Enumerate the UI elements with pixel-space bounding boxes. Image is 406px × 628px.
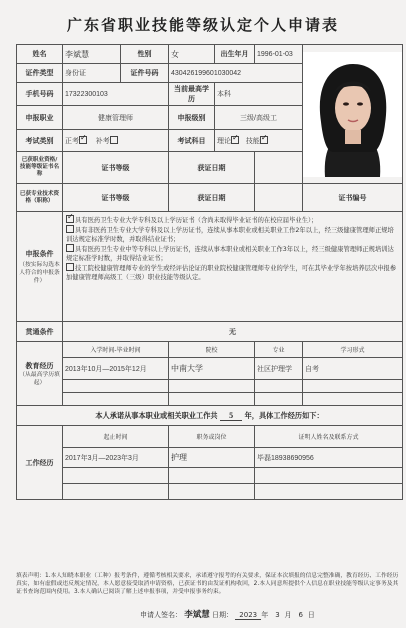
requirements-list (63, 212, 403, 322)
exam-subject-label: 考试科目 (169, 130, 215, 152)
level-label: 申报级别 (169, 106, 215, 130)
issue-date-value-2 (255, 184, 303, 212)
requirement-checkbox-icon (66, 215, 74, 223)
signature-value: 李斌慧 (184, 609, 210, 619)
sign-day: 6 (298, 611, 303, 619)
edu-history-sub: （从最高学历填起） (19, 371, 60, 386)
id-type-label: 证件类型 (17, 64, 63, 83)
requirement-checkbox-icon (66, 225, 74, 233)
gender-value: 女 (169, 45, 215, 64)
portrait-image (303, 52, 402, 177)
sign-label: 申请人签名： (140, 611, 182, 619)
exam-skill-option[interactable]: 技能✓ (246, 138, 269, 145)
cert-level-label: 证书等级 (63, 152, 169, 184)
work-contact-value: 毕磊18938690956 (255, 448, 403, 468)
edu-label: 当前最高学历 (169, 83, 215, 106)
checked-box-icon (79, 136, 87, 144)
training-cond-value: 无 (63, 322, 403, 342)
level-value: 三级/高级工 (215, 106, 303, 130)
edu-history-label: 教育经历 (25, 361, 54, 370)
occupation-label: 申报职业 (17, 106, 63, 130)
work-position-header: 职务或岗位 (169, 426, 255, 448)
issue-date-label: 获证日期 (169, 152, 255, 184)
edu-history-label-cell (17, 342, 63, 406)
requirement-item[interactable]: 具有医药卫生专业中等专科以上学历证书，连续从事本职业或相关职业工作3年以上，经三级健康管理师正规培训达规定标准学时数，并取得结业证书； (66, 246, 394, 262)
birth-label: 出生年月 (215, 45, 255, 64)
edu-school-value: 中南大学 (169, 358, 255, 380)
existing-title-label: 已获专业技术资格（职称） (17, 184, 63, 212)
work-history-label: 工作经历 (17, 426, 63, 500)
edu-major-value: 社区护理学 (255, 358, 303, 380)
checked-box-icon (260, 136, 268, 144)
work-period-header: 起止时间 (63, 426, 169, 448)
edu-mode-value: 自考 (303, 358, 403, 380)
cert-no-label: 证书编号 (303, 184, 403, 212)
existing-cert-label: 已获职业资格/技能等级证书名称 (17, 152, 63, 184)
edu-value: 本科 (215, 83, 303, 106)
exam-theory-option[interactable]: 理论✓ (217, 138, 240, 145)
gender-label: 性别 (121, 45, 169, 64)
cert-level-label-2: 证书等级 (63, 184, 169, 212)
req-label-cell (17, 212, 63, 322)
declaration-note: 填表声明：1.本人知晓本职业（工种）报考条件，遵循考核相关要求，承诺遵守报考的有关要求，保证本次填报的信息完整准确，教育经历、工作经历真实，如有虚假或违反规定情况，本人愿意接受取消申请资格，已获证书的由发证机构收回，2.本人同意所提供个人信息在职业技能等级认定事务及其证书查询范围内使用。3.本人确认已阅读了解上述申报事项，并受申报事务约束。 (16, 573, 399, 595)
form-title: 广东省职业技能等级认定个人申请表 (66, 16, 339, 34)
signature-line: 申请人签名： 李斌慧 日期： 2023 年 3 月 6 日 (140, 609, 315, 619)
requirement-checkbox-icon (66, 263, 74, 271)
id-no-label: 证件号码 (121, 64, 169, 83)
req-label: 申报条件 (25, 249, 54, 258)
requirement-item[interactable]: ✓具有医药卫生专业大学专科及以上学历证书（含尚未取得毕业证书的在校应届毕业生）； (66, 215, 399, 225)
id-no-value: 430426199601030042 (169, 64, 303, 83)
birth-value: 1996-01-03 (255, 45, 303, 64)
requirement-item[interactable]: 具有非医药卫生专业大学专科及以上学历证书，连续从事本职业或相关职业工作2年以上，经三级健康管理师正规培训达规定标准学时数，并取得结业证书； (66, 227, 394, 243)
exam-type-label: 考试类别 (17, 130, 63, 152)
work-period-value: 2017年3月—2023年3月 (63, 448, 169, 468)
edu-period-value: 2013年10月—2015年12月 (63, 358, 169, 380)
requirement-checkbox-icon (66, 244, 74, 252)
training-cond-label: 贯通条件 (17, 322, 63, 342)
work-contact-header: 证明人姓名及联系方式 (255, 426, 403, 448)
unchecked-box-icon (110, 136, 118, 144)
edu-period-header: 入学时间-毕业时间 (63, 342, 169, 358)
exam-regular-option[interactable]: 正考✓ (65, 138, 88, 145)
sign-month: 3 (275, 611, 280, 619)
sign-year: 2023 (235, 611, 261, 620)
work-position-value: 护理 (169, 448, 255, 468)
applicant-photo (303, 45, 403, 184)
phone-value: 17322300103 (63, 83, 169, 106)
issue-date-label-2: 获证日期 (169, 184, 255, 212)
requirement-item[interactable]: 技工院校健康管理师专业的学生或经评估论证的职业院校健康管理师专业的学生，可在其毕业学年按培养层次申报参加健康管理师高级工（三级）职业技能等级认定。 (66, 265, 397, 281)
occupation-value: 健康管理师 (63, 106, 169, 130)
name-label: 姓名 (17, 45, 63, 64)
edu-mode-header: 学习形式 (303, 342, 403, 358)
issue-date-value (255, 152, 303, 184)
work-years-statement: 本人承诺从事本职业或相关职业工作共 5 年，具体工作经历如下： (17, 406, 403, 426)
name-value: 李斌慧 (63, 45, 121, 64)
exam-makeup-option[interactable]: 补考 (96, 138, 119, 145)
phone-label: 手机号码 (17, 83, 63, 106)
id-type-value: 身份证 (63, 64, 121, 83)
exam-subject-options (215, 130, 303, 152)
edu-major-header: 专业 (255, 342, 303, 358)
work-years-value: 5 (220, 411, 242, 421)
checked-box-icon (231, 136, 239, 144)
req-sub-label: （按实际勾选本人符合的申报条件） (19, 261, 60, 284)
exam-type-options (63, 130, 169, 152)
form-table (16, 44, 403, 500)
edu-school-header: 院校 (169, 342, 255, 358)
